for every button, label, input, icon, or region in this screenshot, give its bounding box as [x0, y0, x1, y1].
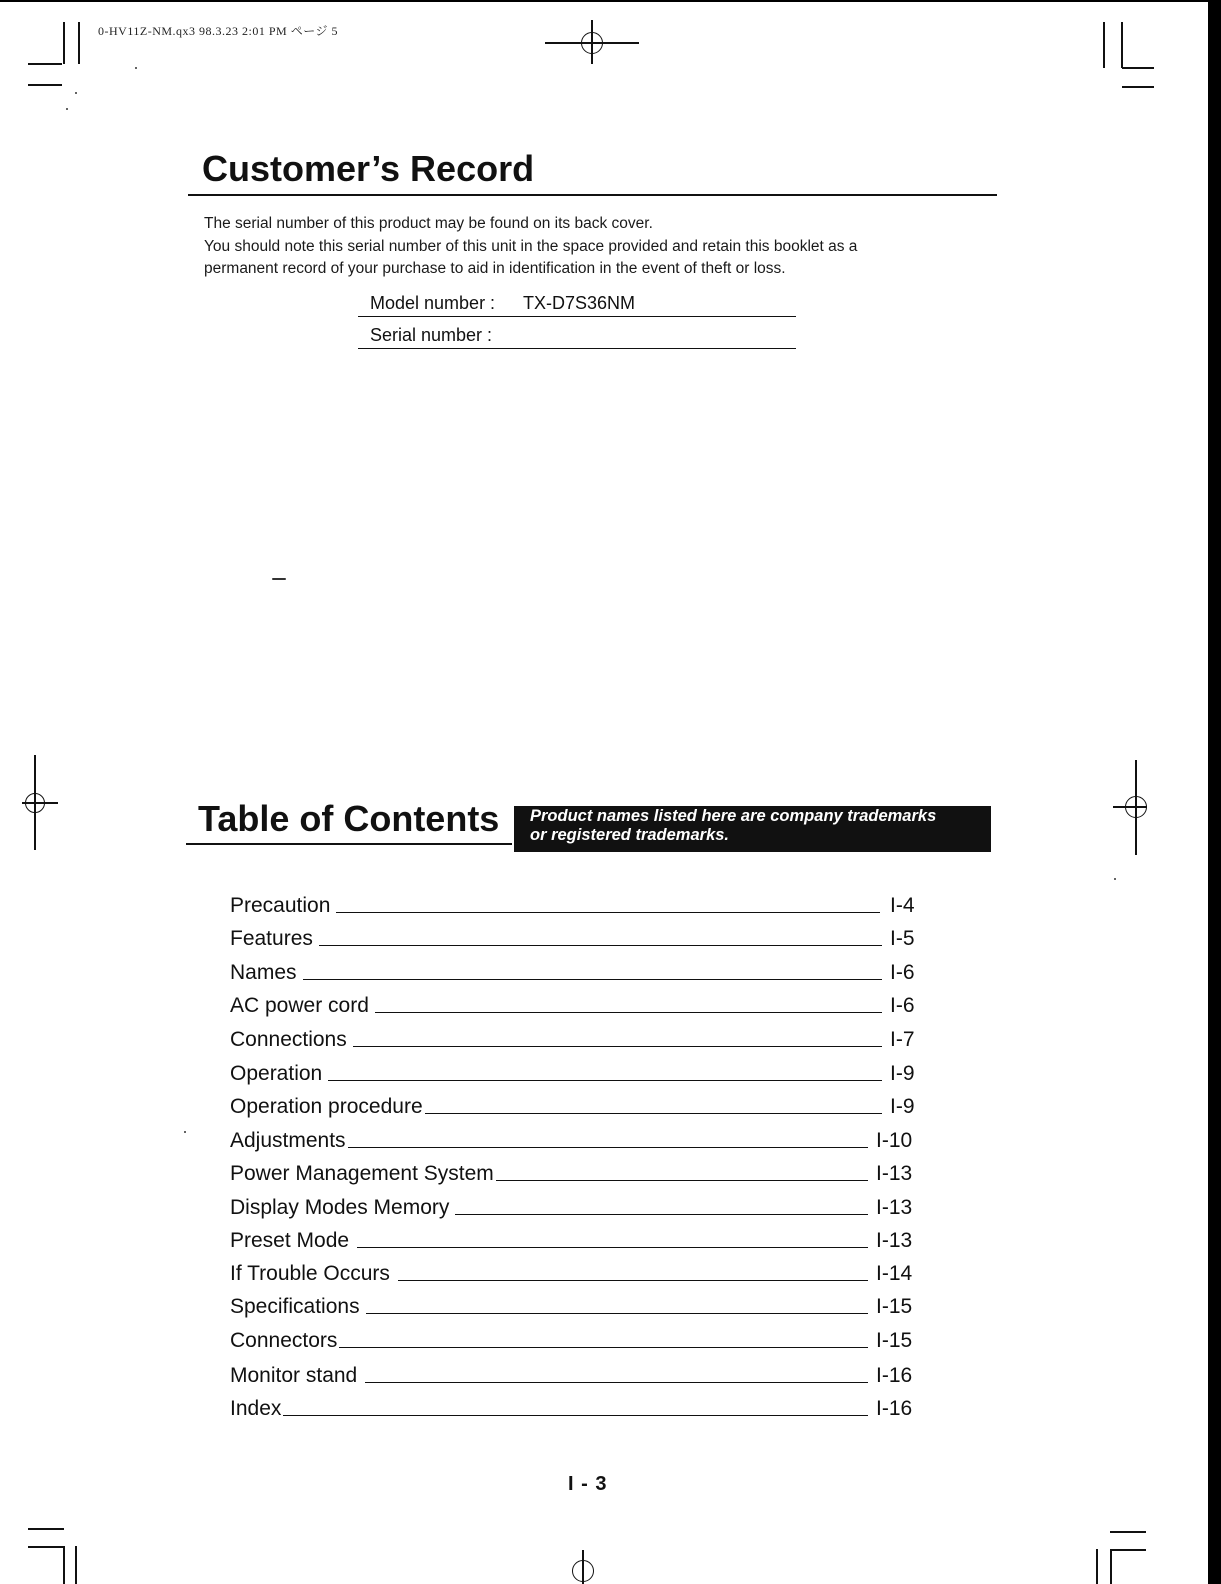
toc-entry [230, 1056, 930, 1086]
toc-entry-title: Operation [230, 1062, 323, 1085]
toc-entry [230, 1256, 930, 1286]
toc-leader-line [366, 1313, 868, 1314]
toc-entry [230, 1089, 930, 1119]
toc-entry-page: I-13 [876, 1229, 913, 1252]
trademark-note-line: Product names listed here are company trademarks [530, 807, 937, 825]
toc-entry [230, 1022, 930, 1052]
toc-leader-line [303, 979, 882, 980]
toc-entry-title: If Trouble Occurs [230, 1262, 390, 1285]
toc-entry-page: I-13 [876, 1162, 913, 1185]
toc-entry [230, 1391, 930, 1421]
toc-entry-page: I-15 [876, 1329, 913, 1352]
toc-entry-page: I-9 [890, 1095, 915, 1118]
toc-entry-title: Display Modes Memory [230, 1196, 450, 1219]
scan-speck [272, 578, 286, 580]
toc-entry-page: I-4 [890, 894, 915, 917]
toc-entry-page: I-10 [876, 1129, 913, 1152]
toc-entry [230, 1223, 930, 1253]
toc-entry [230, 955, 930, 985]
toc-leader-line [348, 1147, 868, 1148]
serial-number-label: Serial number : [370, 325, 493, 345]
toc-entry-page: I-7 [890, 1028, 915, 1051]
toc-entry-page: I-16 [876, 1364, 913, 1387]
toc-leader-line [328, 1080, 882, 1081]
scan-right-edge [1208, 0, 1221, 1584]
toc-entry-page: I-16 [876, 1397, 913, 1420]
paragraph-line: permanent record of your purchase to aid in identification in the event of theft or loss. [204, 260, 786, 277]
toc-entry-page: I-14 [876, 1262, 913, 1285]
model-number-label: Model number : [370, 293, 496, 313]
model-number-line [358, 286, 796, 317]
toc-leader-line [283, 1415, 868, 1416]
toc-entry-title: AC power cord [230, 994, 369, 1017]
toc-entry [230, 1289, 930, 1319]
toc-entry-page: I-13 [876, 1196, 913, 1219]
toc-leader-line [398, 1280, 868, 1281]
toc-entry [230, 1156, 930, 1186]
toc-entry-page: I-5 [890, 927, 915, 950]
toc-entry-page: I-6 [890, 961, 915, 984]
toc-leader-line [336, 912, 880, 913]
toc-leader-line [455, 1214, 868, 1215]
customer-record-title: Customer’s Record [202, 148, 535, 189]
toc-entry-title: Connectors [230, 1329, 338, 1352]
toc-entry-title: Adjustments [230, 1129, 346, 1152]
toc-entry [230, 888, 930, 918]
customer-record-rule [188, 194, 997, 196]
toc-entry-title: Names [230, 961, 297, 984]
toc-leader-line [375, 1012, 882, 1013]
toc-entry [230, 1123, 930, 1153]
print-slug: 0-HV11Z-NM.qx3 98.3.23 2:01 PM ページ 5 [98, 24, 338, 38]
toc-entry-page: I-15 [876, 1295, 913, 1318]
toc-entry-title: Preset Mode [230, 1229, 350, 1252]
toc-leader-line [365, 1382, 868, 1383]
toc-entry [230, 1358, 930, 1388]
page-number: I - 3 [568, 1473, 608, 1495]
toc-entry-title: Specifications [230, 1295, 360, 1318]
paragraph-line: The serial number of this product may be found on its back cover. [204, 215, 653, 232]
toc-title: Table of Contents [198, 798, 500, 839]
scan-speck [66, 108, 68, 110]
toc-title-rule [186, 843, 512, 845]
scan-speck [1114, 878, 1116, 880]
toc-entry-title: Monitor stand [230, 1364, 358, 1387]
scan-speck [135, 67, 137, 69]
toc-entry-title: Features [230, 927, 313, 950]
scan-speck [184, 1131, 186, 1133]
toc-entry-title: Power Management System [230, 1162, 494, 1185]
trademark-note-line: or registered trademarks. [530, 826, 730, 844]
scan-top-edge [0, 0, 1221, 2]
toc-entry-title: Operation procedure [230, 1095, 423, 1118]
paragraph-line: You should note this serial number of this unit in the space provided and retain this booklet as a [204, 237, 858, 255]
toc-entry-page: I-9 [890, 1062, 915, 1085]
toc-entry [230, 988, 930, 1018]
toc-entry-title: Precaution [230, 894, 331, 917]
scan-speck [75, 92, 77, 94]
toc-leader-line [425, 1113, 882, 1114]
toc-leader-line [319, 945, 882, 946]
toc-leader-line [339, 1347, 868, 1348]
toc-entry [230, 921, 930, 951]
toc-entry [230, 1190, 930, 1220]
trademark-note-box [514, 806, 991, 852]
customer-record-paragraph [204, 213, 994, 281]
toc-entry-title: Connections [230, 1028, 347, 1051]
toc-leader-line [357, 1247, 868, 1248]
model-number-value: TX-D7S36NM [523, 293, 636, 313]
serial-number-line [358, 318, 796, 349]
toc-entry-title: Index [230, 1397, 282, 1420]
toc-entry-page: I-6 [890, 994, 915, 1017]
toc-leader-line [353, 1046, 882, 1047]
toc-entry [230, 1323, 930, 1353]
toc-leader-line [496, 1180, 868, 1181]
